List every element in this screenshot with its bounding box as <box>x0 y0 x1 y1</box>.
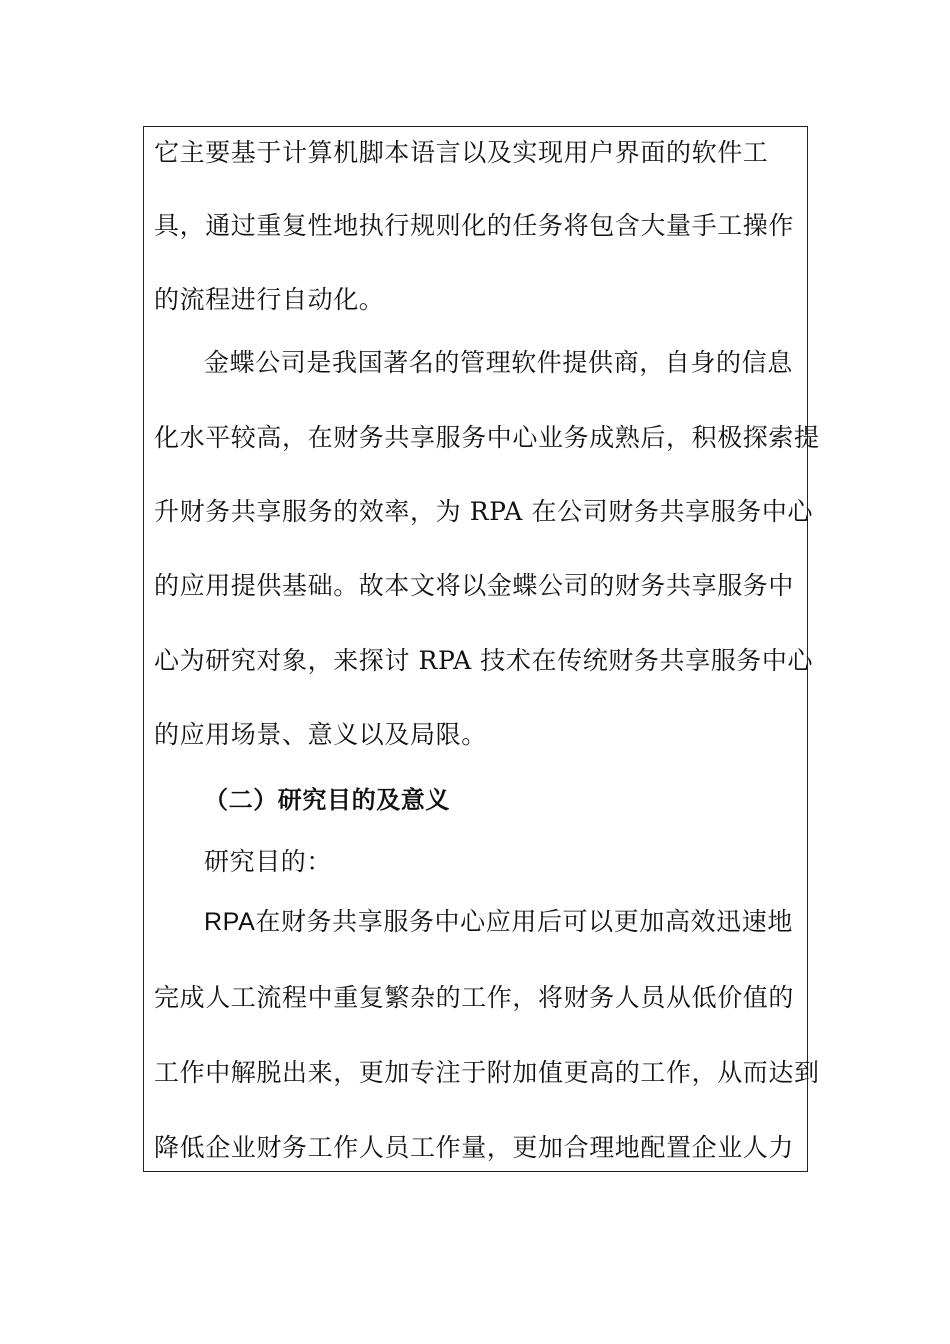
text-line: 具，通过重复性地执行规则化的任务将包含大量手工操作 <box>154 211 795 240</box>
text-line: 工作中解脱出来，更加专注于附加值更高的工作，从而达到 <box>154 1058 820 1087</box>
rpa-term: RPA <box>204 908 256 936</box>
text-line: 化水平较高，在财务共享服务中心业务成熟后，积极探索提 <box>154 423 820 452</box>
text-line: 的流程进行自动化。 <box>154 285 385 314</box>
text-line: 它主要基于计算机脚本语言以及实现用户界面的软件工 <box>154 138 769 167</box>
sub-heading: 研究目的： <box>204 847 333 876</box>
text-line: 的应用场景、意义以及局限。 <box>154 720 487 749</box>
text-line: 升财务共享服务的效率，为 RPA 在公司财务共享服务中心 <box>154 497 814 526</box>
text-line: 降低企业财务工作人员工作量，更加合理地配置企业人力 <box>154 1133 795 1162</box>
text-line: 的应用提供基础。故本文将以金蝶公司的财务共享服务中 <box>154 571 795 600</box>
paragraph-first-line-rest: 在财务共享服务中心应用后可以更加高效迅速地 <box>255 907 793 936</box>
paragraph-first-line: 金蝶公司是我国著名的管理软件提供商，自身的信息 <box>204 348 793 377</box>
text-line: 心为研究对象，来探讨 RPA 技术在传统财务共享服务中心 <box>154 646 814 675</box>
section-heading: （二）研究目的及意义 <box>204 786 450 814</box>
text-line: 完成人工流程中重复繁杂的工作，将财务人员从低价值的 <box>154 983 795 1012</box>
paragraph-first-line <box>204 907 864 937</box>
